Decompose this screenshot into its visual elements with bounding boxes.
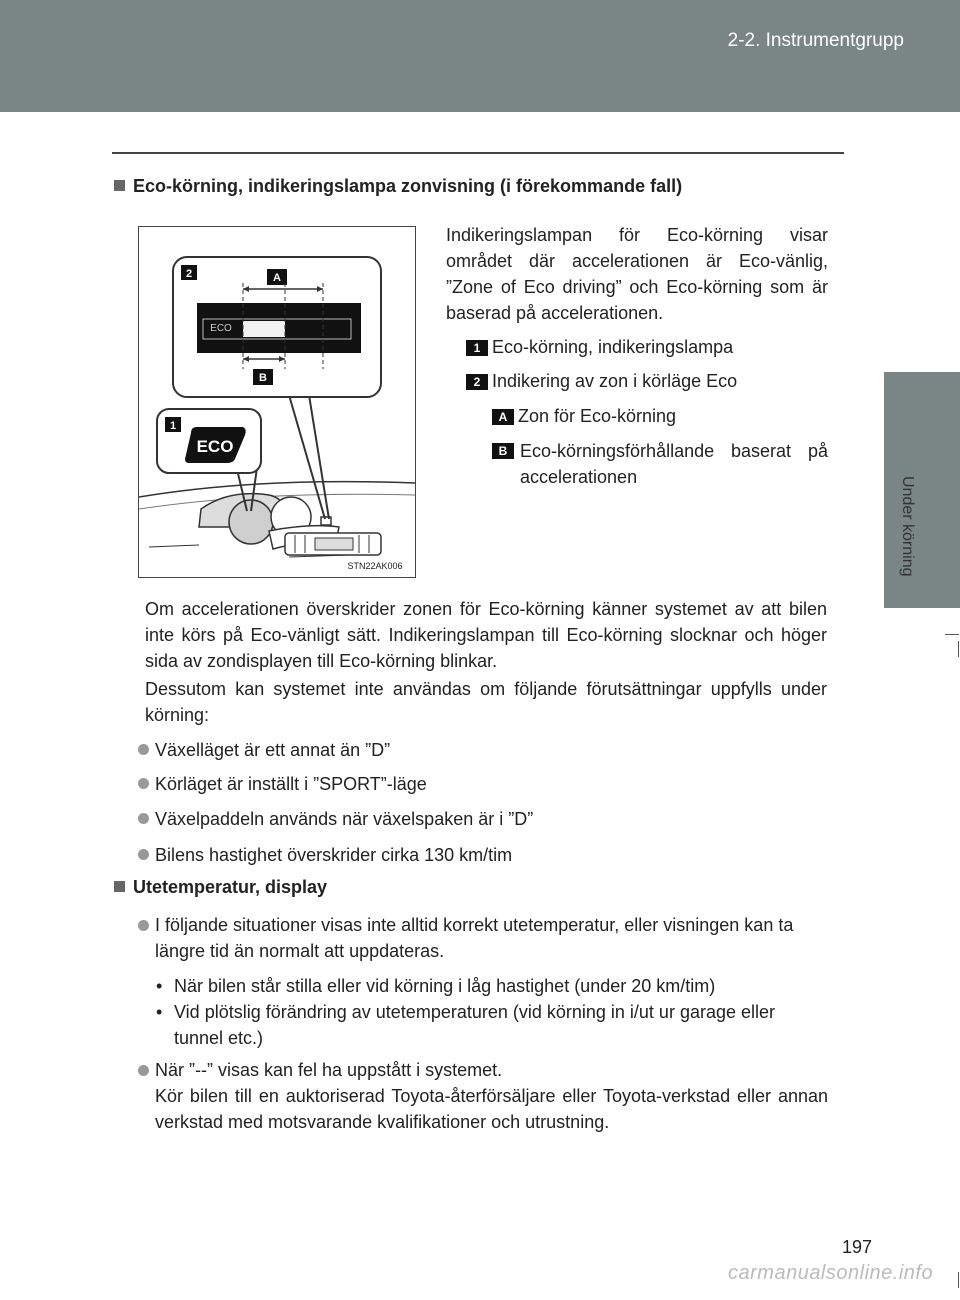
condition-item: Körläget är inställt i ”SPORT”-läge	[138, 771, 427, 797]
chapter-label: Under körning	[899, 476, 916, 577]
header-bar	[0, 0, 960, 112]
temp-subitem: • När bilen står stilla eller vid körning i låg hastighet (under 20 km/tim)	[156, 973, 828, 999]
dot-icon: •	[156, 1002, 163, 1022]
bullet-icon	[138, 1065, 149, 1076]
condition-item: Växelpaddeln används när växelspaken är i ”D”	[138, 806, 533, 832]
temp-subitem: • Vid plötslig förändring av utetemperaturen (vid körning in i/ut ur garage eller tunnel etc.)	[156, 999, 828, 1051]
bullet-icon	[138, 849, 149, 860]
top-rule	[112, 152, 844, 154]
bullet-icon	[138, 778, 149, 789]
legend-item: A Zon för Eco-körning	[492, 403, 676, 429]
svg-text:1: 1	[169, 420, 177, 432]
svg-text:A: A	[273, 272, 281, 284]
eco-body-text-2: Dessutom kan systemet inte användas om följande förutsättningar uppfylls under körning:	[145, 679, 827, 725]
crop-tick	[945, 634, 959, 635]
condition-item: Växelläget är ett annat än ”D”	[138, 737, 390, 763]
chapter-tab	[884, 372, 960, 608]
legend-key: 2	[466, 374, 488, 390]
bullet-icon	[138, 920, 149, 931]
section-title: 2-2. Instrumentgrupp	[727, 30, 904, 51]
condition-item: Bilens hastighet överskrider cirka 130 km/tim	[138, 842, 512, 868]
svg-text:ECO: ECO	[196, 437, 234, 456]
section-heading-eco: Eco-körning, indikeringslampa zonvisning (i förekommande fall)	[114, 176, 682, 197]
figure-code: STN22AK006	[347, 561, 403, 571]
legend-key: 1	[466, 340, 488, 356]
dashboard-illustration	[139, 227, 415, 577]
legend-key: B	[492, 443, 514, 459]
legend-item: 1 Eco-körning, indikeringslampa	[466, 334, 733, 360]
crop-tick	[958, 641, 959, 657]
bullet-icon	[138, 813, 149, 824]
eco-body-text: Om accelerationen överskrider zonen för Eco-körning känner systemet av att bilen inte körs på Eco-vänligt sätt. Indikeringslampan till Eco-körning slocknar och höger sida av zondisplayen till Eco-körning blinkar.	[145, 599, 827, 671]
legend-item: B Eco-körningsförhållande baserat på accelerationen	[492, 438, 828, 490]
legend-key: A	[492, 409, 514, 425]
svg-text:B: B	[259, 372, 267, 384]
watermark: carmanualsonline.info	[728, 1262, 934, 1284]
eco-indicator-figure	[138, 226, 416, 578]
temp-item: När ”--” visas kan fel ha uppstått i systemet. Kör bilen till en auktoriserad Toyota-återförsäljare eller Toyota-verkstad eller annan verkstad med motsvarande kvalifikationer och utrustning.	[138, 1057, 828, 1135]
eco-bar-label: ECO	[210, 323, 232, 334]
square-bullet-icon	[114, 180, 125, 191]
dot-icon: •	[156, 976, 163, 996]
crop-tick	[958, 1272, 959, 1288]
chapter-number: 2	[33, 406, 43, 423]
eco-intro-text: Indikeringslampan för Eco-körning visar området där accelerationen är Eco-vänlig, ”Zone of Eco driving” och Eco-körning som är baserad på accelerationen.	[446, 225, 828, 323]
bullet-icon	[138, 744, 149, 755]
page-number: 197	[841, 1237, 872, 1257]
svg-text:2: 2	[185, 268, 193, 280]
square-bullet-icon	[114, 881, 125, 892]
legend-item: 2 Indikering av zon i körläge Eco	[466, 368, 737, 394]
temp-item: I följande situationer visas inte alltid korrekt utetemperatur, eller visningen kan ta längre tid än normalt att uppdateras.	[138, 912, 828, 964]
section-heading-temperature: Utetemperatur, display	[114, 877, 327, 898]
